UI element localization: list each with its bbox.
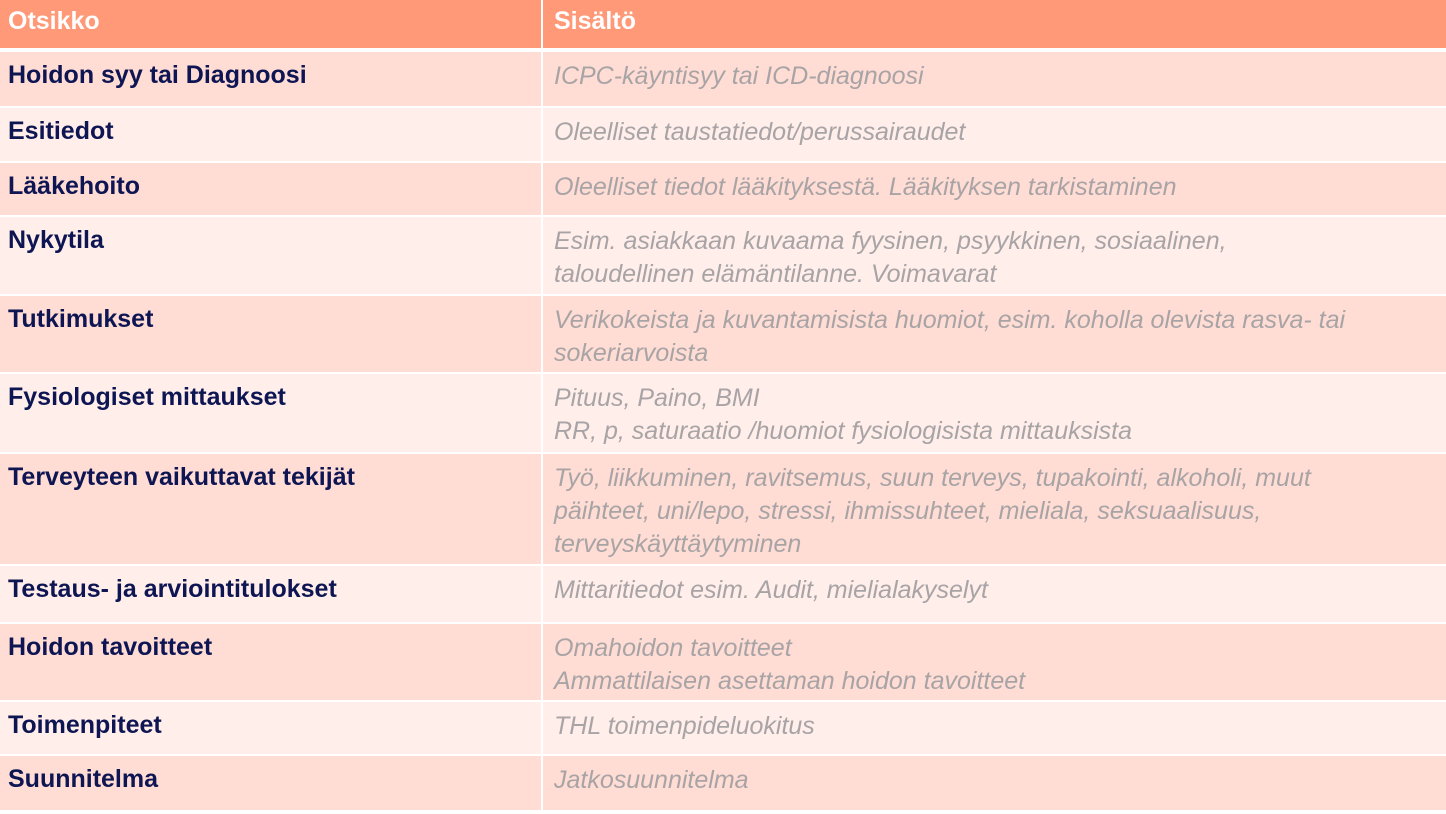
row-content xyxy=(541,754,1446,810)
content-line: ICPC-käyntisyy tai ICD-diagnoosi xyxy=(554,62,924,90)
content-line: THL toimenpideluokitus xyxy=(554,712,815,740)
row-title: Testaus- ja arviointitulokset xyxy=(0,564,541,622)
row-content xyxy=(541,294,1446,372)
content-line: Työ, liikkuminen, ravitsemus, suun terveys, tupakointi, alkoholi, muut xyxy=(554,464,1311,492)
row-content xyxy=(541,161,1446,215)
row-content xyxy=(541,52,1446,106)
content-line: Esim. asiakkaan kuvaama fyysinen, psyykkinen, sosiaalinen, xyxy=(554,227,1227,255)
row-content xyxy=(541,215,1446,294)
content-line: Jatkosuunnitelma xyxy=(554,766,749,794)
row-content xyxy=(541,452,1446,564)
content-line: RR, p, saturaatio /huomiot fysiologisista mittauksista xyxy=(554,417,1133,445)
row-title: Lääkehoito xyxy=(0,161,541,215)
content-line: Oleelliset taustatiedot/perussairaudet xyxy=(554,118,966,146)
row-content xyxy=(541,372,1446,452)
content-line: Omahoidon tavoitteet xyxy=(554,634,792,662)
content-line: Verikokeista ja kuvantamisista huomiot, esim. koholla olevista rasva- tai xyxy=(554,306,1346,334)
row-content xyxy=(541,700,1446,754)
row-content xyxy=(541,622,1446,700)
row-title: Terveyteen vaikuttavat tekijät xyxy=(0,452,541,564)
content-line: päihteet, uni/lepo, stressi, ihmissuhteet, mieliala, seksuaalisuus, xyxy=(554,497,1262,525)
row-title: Tutkimukset xyxy=(0,294,541,372)
row-title: Hoidon tavoitteet xyxy=(0,622,541,700)
content-line: Oleelliset tiedot lääkityksestä. Lääkityksen tarkistaminen xyxy=(554,173,1177,201)
header-content-label: Sisältö xyxy=(554,7,636,35)
row-title: Fysiologiset mittaukset xyxy=(0,372,541,452)
row-title: Esitiedot xyxy=(0,106,541,161)
header-content-column xyxy=(541,0,1446,52)
header-title-column xyxy=(0,0,541,52)
header-title-label: Otsikko xyxy=(8,7,100,35)
content-line: sokeriarvoista xyxy=(554,339,709,367)
row-content xyxy=(541,106,1446,161)
content-line: taloudellinen elämäntilanne. Voimavarat xyxy=(554,260,997,288)
row-title: Toimenpiteet xyxy=(0,700,541,754)
content-line: Pituus, Paino, BMI xyxy=(554,384,760,412)
row-content xyxy=(541,564,1446,622)
row-title: Suunnitelma xyxy=(0,754,541,810)
content-line: terveyskäyttäytyminen xyxy=(554,530,802,558)
content-line: Ammattilaisen asettaman hoidon tavoitteet xyxy=(554,667,1026,695)
row-title: Nykytila xyxy=(0,215,541,294)
content-line: Mittaritiedot esim. Audit, mielialakyselyt xyxy=(554,576,988,604)
row-title: Hoidon syy tai Diagnoosi xyxy=(0,52,541,106)
